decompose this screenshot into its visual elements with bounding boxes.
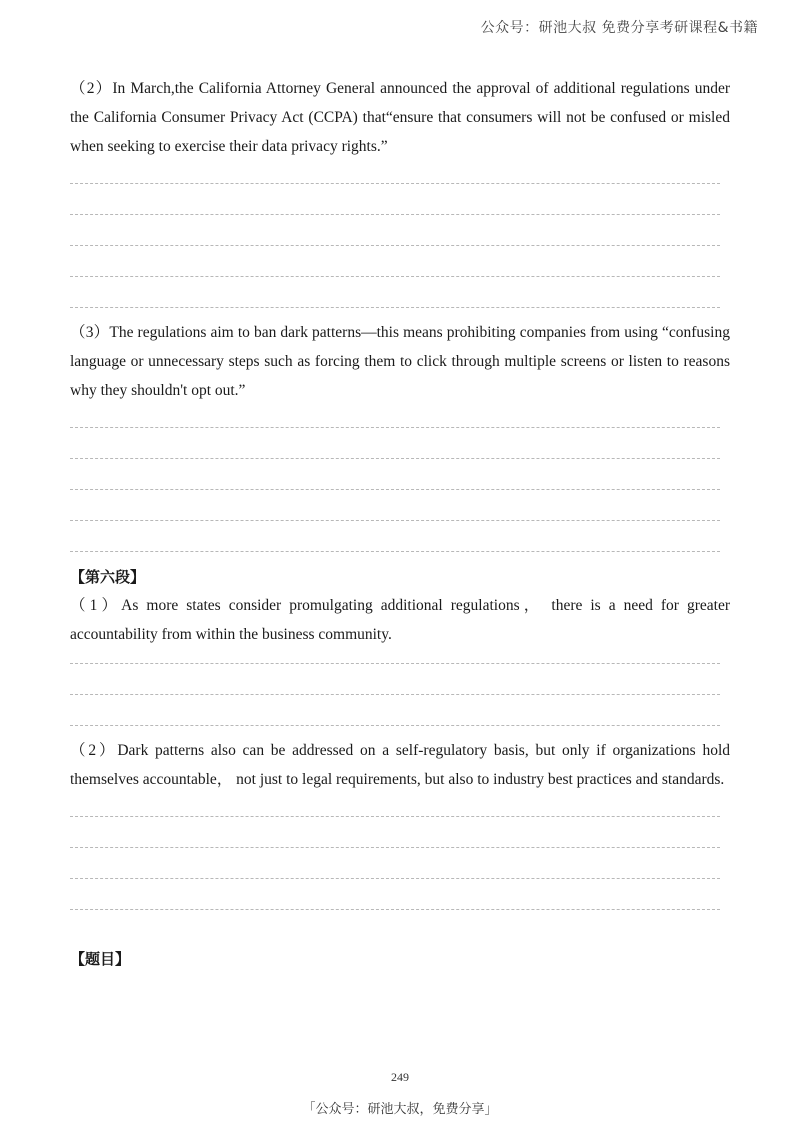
answer-lines [70, 427, 730, 552]
answer-line [70, 520, 720, 521]
paragraph-translation-item-1: （1）As more states consider promulgating additional regulations， there is a need for greater accountability from within the business community. [70, 597, 730, 643]
paragraph-translation-item-3: （3）The regulations aim to ban dark patterns—this means prohibiting companies from using “confusing language or unnecessary steps such as forcing them to click through multiple screens or listen to reasons why they shouldn't opt out.” [70, 324, 730, 399]
answer-lines [70, 663, 730, 726]
page-number: 249 [391, 1070, 409, 1084]
answer-line [70, 245, 720, 246]
answer-line [70, 847, 720, 848]
section-title-paragraph-6: 【第六段】 [70, 568, 146, 586]
answer-line [70, 458, 720, 459]
answer-line [70, 878, 720, 879]
answer-lines [70, 816, 730, 910]
answer-line [70, 214, 720, 215]
answer-line [70, 307, 720, 308]
answer-line [70, 427, 720, 428]
answer-line [70, 909, 720, 910]
answer-line [70, 694, 720, 695]
answer-line [70, 663, 720, 664]
answer-line [70, 183, 720, 184]
answer-line [70, 551, 720, 552]
section-title-question: 【题目】 [70, 950, 131, 968]
paragraph-translation-item-2: （2）In March,the California Attorney General announced the approval of additional regulations under the California Consumer Privacy Act (CCPA) that“ensure that consumers will not be confused or misled when seeking to exercise their data privacy rights.” [70, 80, 730, 155]
paragraph-translation-item-2b: （2）Dark patterns also can be addressed on a self-regulatory basis, but only if organizations hold themselves accountable， not just to legal requirements, but also to industry best practices and standards. [70, 742, 730, 788]
answer-line [70, 276, 720, 277]
answer-line [70, 489, 720, 490]
answer-lines [70, 183, 730, 308]
footer-watermark-note: 「公众号：研池大叔，免费分享」 [302, 1102, 498, 1117]
page-content [70, 74, 730, 969]
header-watermark-note: 公众号：研池大叔 免费分享考研课程&书籍 [480, 20, 758, 36]
answer-line [70, 816, 720, 817]
answer-line [70, 725, 720, 726]
